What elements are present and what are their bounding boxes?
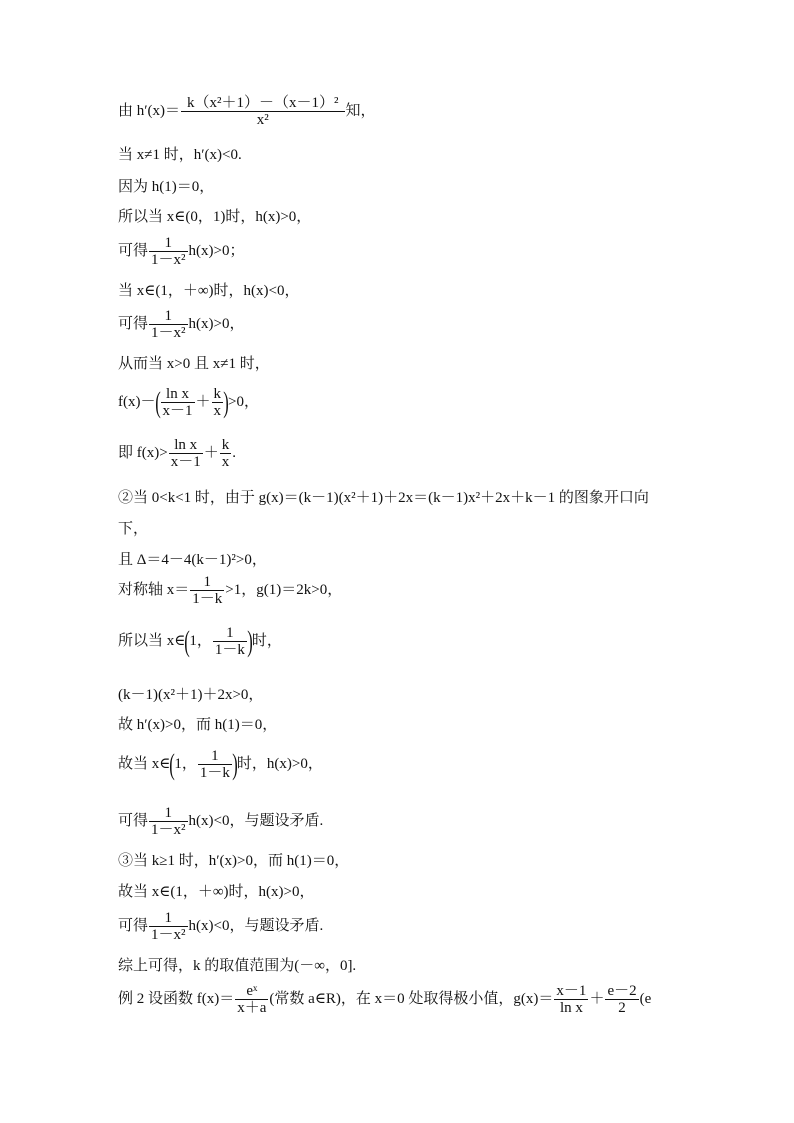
- line-23: 综上可得，k 的取值范围为(－∞，0].: [118, 958, 357, 974]
- fraction: $\frac{1}{1-k}$: [214, 625, 245, 658]
- line-5: 可得 $\frac{1}{\text{1－x²}}$ h(x)>0；: [118, 235, 245, 268]
- line-12: 下，: [118, 521, 149, 537]
- fraction: $\frac{\text{ln x}}{x-1}$: [170, 437, 201, 470]
- fraction: $\frac{\text{ln x}}{x-1}$: [162, 386, 193, 419]
- line-10: 即 f(x)> $\frac{\text{ln x}}{x-1}$ ＋ $\frac{k}{x}$ .: [118, 437, 236, 470]
- line-6: 当 x∈(1，＋∞)时，h(x)<0，: [118, 283, 300, 299]
- fraction: $\frac{\text{eˣ}}{x+a}$: [237, 983, 267, 1016]
- fraction: $\frac{1}{\text{1－x²}}$: [151, 910, 186, 943]
- fraction: $\frac{1}{1-k}$: [192, 574, 223, 607]
- line-16: (k－1)(x²＋1)＋2x>0，: [118, 687, 264, 703]
- line-20: ③当 k≥1 时，h′(x)>0，而 h(1)＝0，: [118, 853, 350, 869]
- line-21: 故当 x∈(1，＋∞)时，h(x)>0，: [118, 884, 315, 900]
- fraction: $\frac{k}{x}$: [221, 437, 230, 470]
- line-11: ②当 0<k<1 时，由于 g(x)＝(k－1)(x²＋1)＋2x＝(k－1)x²＋2x＋k－1 的图象开口向: [118, 490, 649, 506]
- line-14: 对称轴 x＝ $\frac{1}{1-k}$ >1，g(1)＝2k>0，: [118, 574, 343, 607]
- fraction: $\frac{x-1}{\text{ln x}}$: [556, 983, 587, 1016]
- line-13: 且 Δ＝4－4(k－1)²>0，: [118, 552, 267, 568]
- fraction: $\frac{1}{1-k}$: [199, 748, 230, 781]
- line-19: 可得 $\frac{1}{\text{1－x²}}$ h(x)<0，与题设矛盾.: [118, 805, 324, 838]
- line-7: 可得 $\frac{1}{\text{1－x²}}$ h(x)>0，: [118, 308, 245, 341]
- line-15: 所以当 x∈(1， $\frac{1}{1-k}$ )时，: [118, 624, 282, 658]
- line-9: f(x)－( $\frac{\text{ln x}}{x-1}$ ＋ $\frac{k}{x}$ )>0，: [118, 385, 259, 419]
- fraction: $\frac{e-2}{2}$: [607, 983, 637, 1016]
- line-18: 故当 x∈(1， $\frac{1}{1-k}$ )时，h(x)>0，: [118, 747, 323, 781]
- fraction: $\frac{k}{x}$: [213, 386, 222, 419]
- fraction: $\frac{1}{\text{1－x²}}$: [151, 308, 186, 341]
- line-2: 当 x≠1 时，h′(x)<0.: [118, 147, 242, 163]
- fraction: $\frac{1}{\text{1－x²}}$: [151, 235, 186, 268]
- line-example-2: 例 2 设函数 f(x)＝ $\frac{\text{eˣ}}{x+a}$ (常数 a∈R)，在 x＝0 处取得极小值，g(x)＝ $\frac{x-1}{\text{ln x}}$ ＋ $\frac{e-2}{2}$ (e: [118, 983, 652, 1016]
- line-17: 故 h′(x)>0，而 h(1)＝0，: [118, 717, 278, 733]
- line-8: 从而当 x>0 且 x≠1 时，: [118, 356, 270, 372]
- fraction: $\frac{1}{\text{1－x²}}$: [151, 805, 186, 838]
- line-4: 所以当 x∈(0，1)时，h(x)>0，: [118, 209, 312, 225]
- fraction: $\frac{\text{k（x²＋1）－（x－1）²}}{\text{x²}}$: [181, 95, 345, 128]
- line-3: 因为 h(1)＝0，: [118, 179, 215, 195]
- line-derivative: 由 h′(x)＝ $\frac{\text{k（x²＋1）－（x－1）²}}{\text{x²}}$ 知，: [118, 95, 376, 128]
- line-22: 可得 $\frac{1}{\text{1－x²}}$ h(x)<0，与题设矛盾.: [118, 910, 324, 943]
